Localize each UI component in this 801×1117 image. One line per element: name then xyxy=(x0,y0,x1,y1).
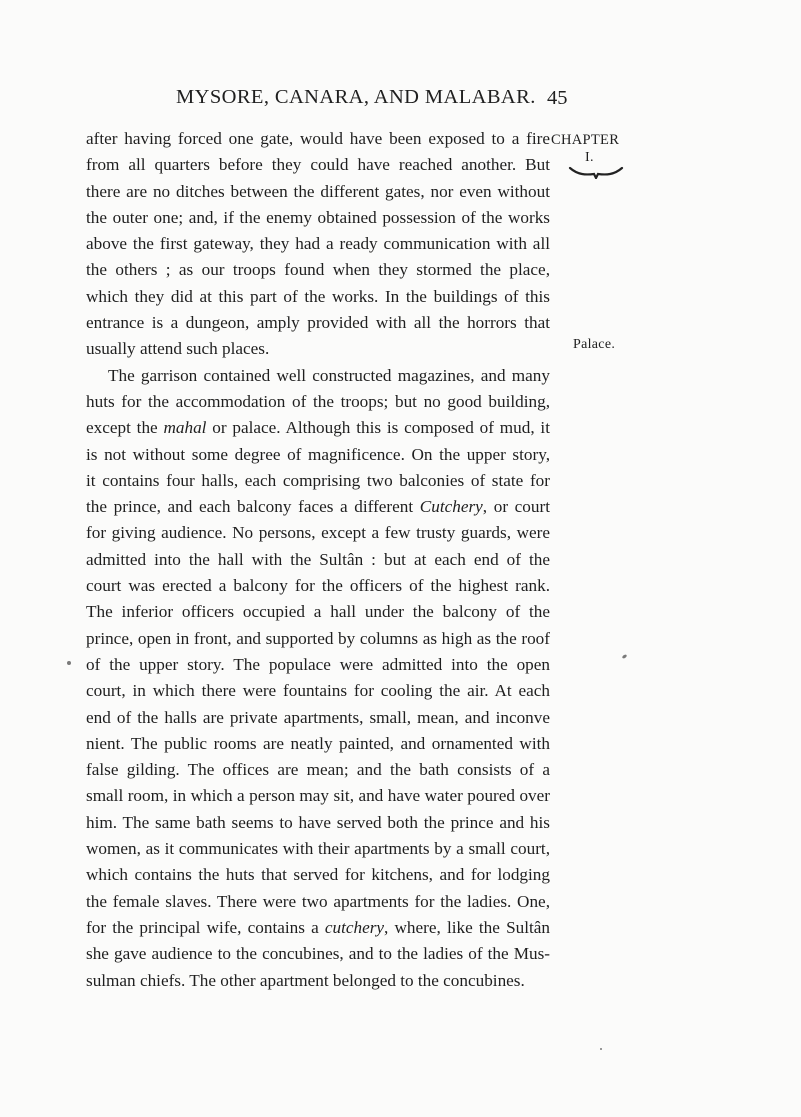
text-line: The inferior officers occupied a hall under the balcony of the xyxy=(86,602,550,622)
chapter-brace-ornament xyxy=(568,165,624,179)
text-line: except the mahal or palace. Although this is composed of mud, it xyxy=(86,418,550,438)
text-line: from all quarters before they could have reached another. But xyxy=(86,155,550,175)
text-line: of the upper story. The populace were admitted into the open xyxy=(86,654,550,674)
text-line: it contains four halls, each comprising two balconies of state for xyxy=(86,470,550,490)
paper-speck xyxy=(622,654,628,659)
text-line: court was erected a balcony for the officers of the highest rank. xyxy=(86,576,550,596)
side-note-palace: Palace. xyxy=(573,337,616,352)
text-line: court, in which there were fountains for cooling the air. At each xyxy=(86,681,550,701)
text-line: women, as it communicates with their apartments by a small court, xyxy=(86,839,550,859)
text-line: false gilding. The offices are mean; and the bath consists of a xyxy=(86,760,550,780)
chapter-label: CHAPTER xyxy=(551,132,620,148)
italic-term: mahal xyxy=(163,418,207,438)
paper-speck xyxy=(600,1048,602,1050)
text-line: end of the halls are private apartments, small, mean, and inconve xyxy=(86,707,550,727)
body-text xyxy=(86,126,550,994)
paper-speck xyxy=(67,661,71,665)
running-title: MYSORE, CANARA, AND MALABAR. xyxy=(176,86,536,108)
italic-term: cutchery xyxy=(324,917,385,937)
text-line: the prince, and each balcony faces a different Cutchery, or court xyxy=(86,497,550,517)
text-line: small room, in which a person may sit, and have water poured over xyxy=(86,786,550,806)
text-line: for giving audience. No persons, except a few trusty guards, were xyxy=(86,523,550,543)
text-line: entrance is a dungeon, amply provided with all the horrors that xyxy=(86,313,550,333)
text-line: which they did at this part of the works. In the buildings of this xyxy=(86,286,550,306)
text-line: usually attend such places. xyxy=(86,339,270,359)
text-line: nient. The public rooms are neatly painted, and ornamented with xyxy=(86,733,550,753)
text-line: the female slaves. There were two apartments for the ladies. One, xyxy=(86,891,550,911)
text-line: after having forced one gate, would have been exposed to a fire xyxy=(86,129,550,148)
text-line: prince, open in front, and supported by columns as high as the roof xyxy=(86,628,550,648)
text-line: The garrison contained well constructed magazines, and many xyxy=(108,365,550,385)
text-line: admitted into the hall with the Sultân : but at each end of the xyxy=(86,549,550,569)
text-line: the others ; as our troops found when they stormed the place, xyxy=(86,260,550,280)
text-line: him. The same bath seems to have served both the prince and his xyxy=(86,812,550,832)
text-line: the outer one; and, if the enemy obtained possession of the works xyxy=(86,207,550,227)
text-line: above the first gateway, they had a ready communication with all xyxy=(86,234,550,254)
running-head xyxy=(0,86,801,116)
text-line: which contains the huts that served for kitchens, and for lodging xyxy=(86,865,550,885)
page-number: 45 xyxy=(547,87,568,109)
chapter-number: I. xyxy=(585,150,594,165)
text-line: for the principal wife, contains a cutchery, where, like the Sultân xyxy=(86,917,550,937)
text-line: there are no ditches between the different gates, nor even without xyxy=(86,181,550,201)
text-line: huts for the accommodation of the troops; but no good building, xyxy=(86,391,550,411)
text-line: she gave audience to the concubines, and to the ladies of the Mus- xyxy=(86,944,550,964)
text-line: sulman chiefs. The other apartment belonged to the concubines. xyxy=(86,970,525,990)
text-line: is not without some degree of magnificence. On the upper story, xyxy=(86,444,550,464)
italic-term: Cutchery xyxy=(419,497,483,517)
